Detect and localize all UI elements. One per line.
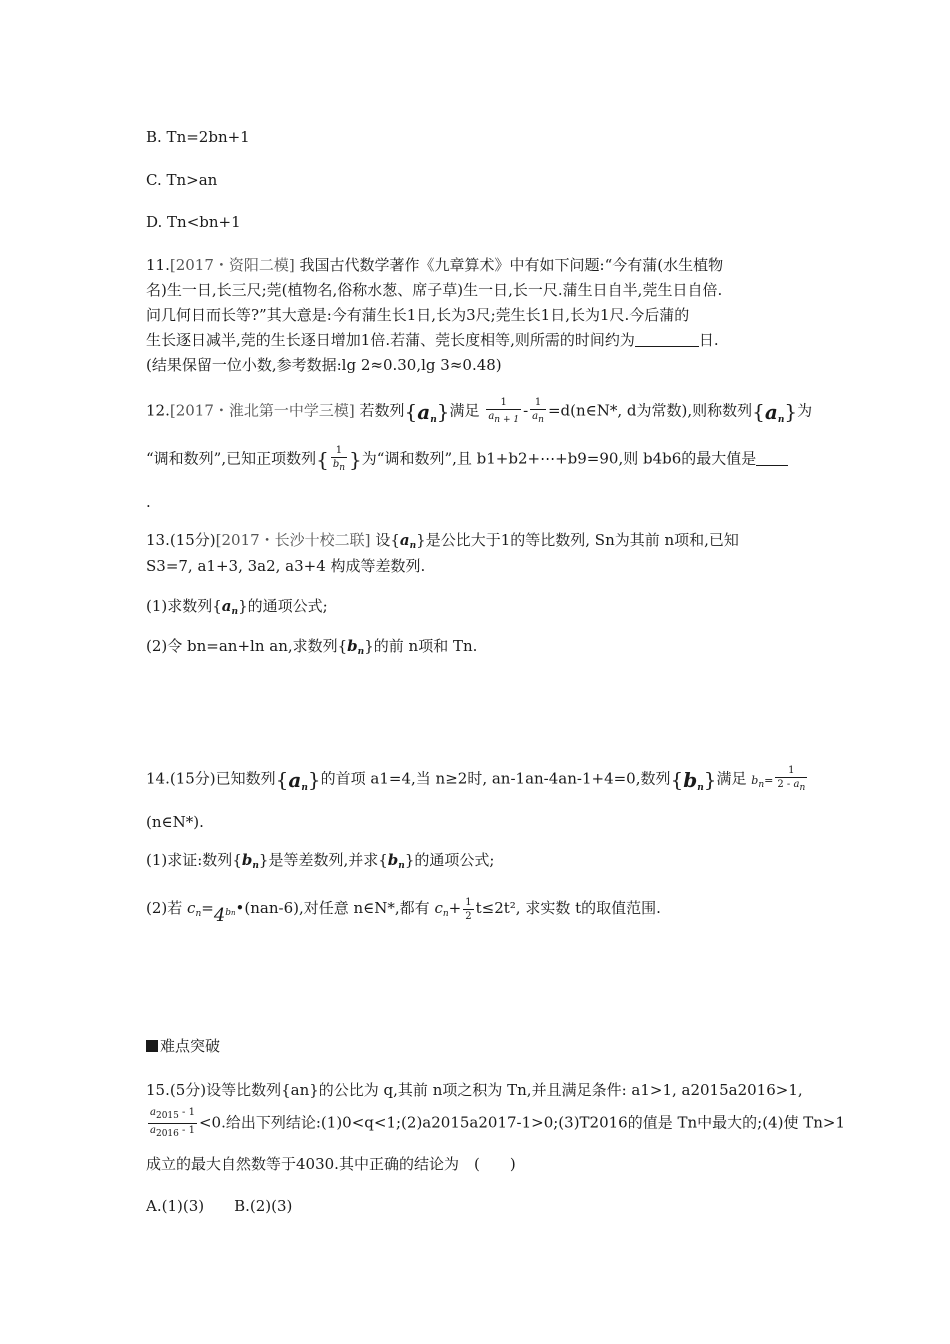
- q14-p1-a: (1)求证:数列: [146, 851, 233, 869]
- seq-b-n-4: $\{b_n\}$: [378, 851, 415, 871]
- q14-text-c: 满足: [716, 769, 747, 788]
- q14-p2-a: (2)若: [146, 899, 183, 917]
- c-n-plus-half: $c_n+$: [434, 899, 462, 919]
- q11-line4: [146, 330, 719, 350]
- fraction-1-over-2: $\frac{1}{2}$: [465, 896, 472, 922]
- q12-line2: [146, 444, 788, 475]
- q13-number: 13.: [146, 531, 170, 549]
- seq-1-over-b-n: {: [316, 447, 329, 472]
- q14-part2: [146, 894, 661, 930]
- seq-a-n-3: $\{a_n\}$: [390, 531, 426, 551]
- q14-p1-b: 是等差数列,并求: [268, 851, 379, 869]
- q13-line2: S3=7, a1+3, 3a2, a3+4 构成等差数列.: [146, 557, 426, 575]
- seq-b-n: $\{b_n\}$: [337, 637, 374, 657]
- seq-a-n-2: $\{a_n\}$: [752, 399, 798, 425]
- q12-text-b: 满足: [449, 401, 480, 420]
- q12-text-e: “调和数列”,已知正项数列: [146, 449, 317, 468]
- q15-line1: 15.(5分)设等比数列{an}的公比为 q,其前 n项之积为 Tn,并且满足条件: a1>1, a2015a2016>1,: [146, 1081, 803, 1099]
- q13-part2: [146, 636, 477, 662]
- q12-text-c: =d(n∈N*, d为常数),则称数列: [547, 401, 753, 420]
- q12-text-f: 为“调和数列”,且 b1+b2+⋯+b9=90,则 b4b6的最大值是: [361, 449, 757, 468]
- q15-line3: [146, 1154, 516, 1174]
- q13-p1-b: 的通项公式;: [247, 597, 328, 615]
- option-c: C. Tn>an: [146, 171, 218, 189]
- seq-a-n-5: $\{a_n\}$: [275, 767, 321, 793]
- q15-paren: ( ): [473, 1155, 516, 1173]
- fraction-1-over-b-n: $\frac{1}{bn}$: [332, 445, 346, 473]
- q13-line1: [146, 530, 739, 556]
- q13-p2-a: (2)令 bn=an+ln an,求数列: [146, 637, 338, 655]
- q13-text-a: 设: [375, 531, 391, 549]
- q11-unit: 日.: [698, 331, 719, 349]
- q14-text-a: (15分)已知数列: [169, 769, 276, 788]
- q11-text1: 我国古代数学著作《九章算术》中有如下问题:“今有蒲(水生植物: [299, 256, 724, 274]
- q15-text3: 成立的最大自然数等于4030.其中正确的结论为: [146, 1155, 459, 1173]
- q11-answer-blank: [635, 332, 699, 347]
- q14-line1: [146, 764, 809, 802]
- q12-line3: .: [146, 493, 151, 511]
- q14-p2-b: •(nan-6),对任意 n∈N*,都有: [235, 899, 430, 917]
- option-b: B. Tn=2bn+1: [146, 128, 250, 146]
- q13-score: (15分): [169, 531, 216, 549]
- q14-line2: (n∈N*).: [146, 813, 204, 831]
- q11-line5: (结果保留一位小数,参考数据:lg 2≈0.30,lg 3≈0.48): [146, 356, 502, 374]
- q12-number: 12.: [146, 401, 170, 420]
- fraction-1-over-2-minus-a-n: $\frac{1}{2 - an}$: [777, 765, 806, 793]
- q11-number: 11.: [146, 256, 170, 274]
- section-title: 难点突破: [160, 1037, 221, 1055]
- fraction-a2015-over-a2016: $\frac{a2015 - 1}{a2016 - 1}$: [150, 1107, 195, 1139]
- seq-b-n-2: $\{b_n\}$: [670, 767, 717, 793]
- q11-source: [2017・资阳二模]: [169, 256, 295, 274]
- q11-text4: 生长逐日减半,莞的生长逐日增加1倍.若蒲、莞长度相等,则所需的时间约为: [146, 331, 635, 349]
- seq-a-n: $\{a_n\}$: [404, 399, 450, 425]
- option-d: D. Tn<bn+1: [146, 213, 241, 231]
- c-n-expression: $c_n=4_{bn}$: [187, 899, 236, 926]
- q15-options: A.(1)(3) B.(2)(3): [146, 1197, 293, 1215]
- q14-part1: [146, 850, 494, 876]
- q12-text-a: 若数列: [359, 401, 405, 420]
- q11-line1: [146, 255, 723, 275]
- q15-line2: [146, 1106, 845, 1141]
- q14-p1-c: 的通项公式;: [414, 851, 495, 869]
- seq-a-n-4: $\{a_n\}$: [212, 597, 248, 617]
- q11-line3: 问几何日而长等?”其大意是:今有蒲生长1日,长为3尺;莞生长1日,长为1尺.今后蒲的: [146, 306, 690, 324]
- seq-b-n-3: $\{b_n\}$: [232, 851, 269, 871]
- q11-line2: 名)生一日,长三尺;莞(植物名,俗称水葱、席子草)生一日,长一尺.蒲生日自半,莞生日自倍.: [146, 281, 723, 299]
- brace-close: }: [349, 447, 362, 472]
- q13-text-b: 是公比大于1的等比数列, Sn为其前 n项和,已知: [425, 531, 739, 549]
- q12-line1: 12.[2017・淮北第一中学三模] 若数列$\{a_n\}$满足 $\frac{1}{an + 1}$ - $\frac{1}{an}$ =d(n∈N*, d为常数),则称数列$\{a_n\}$为: [146, 397, 813, 425]
- q14-number: 14.: [146, 769, 170, 788]
- q13-p2-b: 的前 n项和 Tn.: [373, 637, 478, 655]
- q15-text2: <0.给出下列结论:(1)0<q<1;(2)a2015a2017-1>0;(3)T2016的值是 Tn中最大的;(4)使 Tn>1: [198, 1113, 846, 1132]
- b-n-equals: $b_n=$: [751, 773, 774, 790]
- q12-text-d: 为: [797, 401, 813, 420]
- section-heading: [146, 1036, 220, 1056]
- q13-part1: [146, 596, 328, 622]
- fraction-1-over-a-n-plus-1: $\frac{1}{an + 1}$: [488, 397, 520, 425]
- q14-text-b: 的首项 a1=4,当 n≥2时, an-1an-4an-1+4=0,数列: [320, 769, 671, 788]
- q12-answer-blank: [756, 451, 788, 466]
- black-square-icon: [146, 1040, 158, 1052]
- fraction-1-over-a-n: $\frac{1}{an}$: [532, 397, 544, 425]
- q13-p1-a: (1)求数列: [146, 597, 213, 615]
- q14-p2-c: t≤2t², 求实数 t的取值范围.: [475, 899, 661, 917]
- q13-source: [2017・长沙十校二联]: [215, 531, 371, 549]
- q12-source: [2017・淮北第一中学三模]: [169, 401, 355, 420]
